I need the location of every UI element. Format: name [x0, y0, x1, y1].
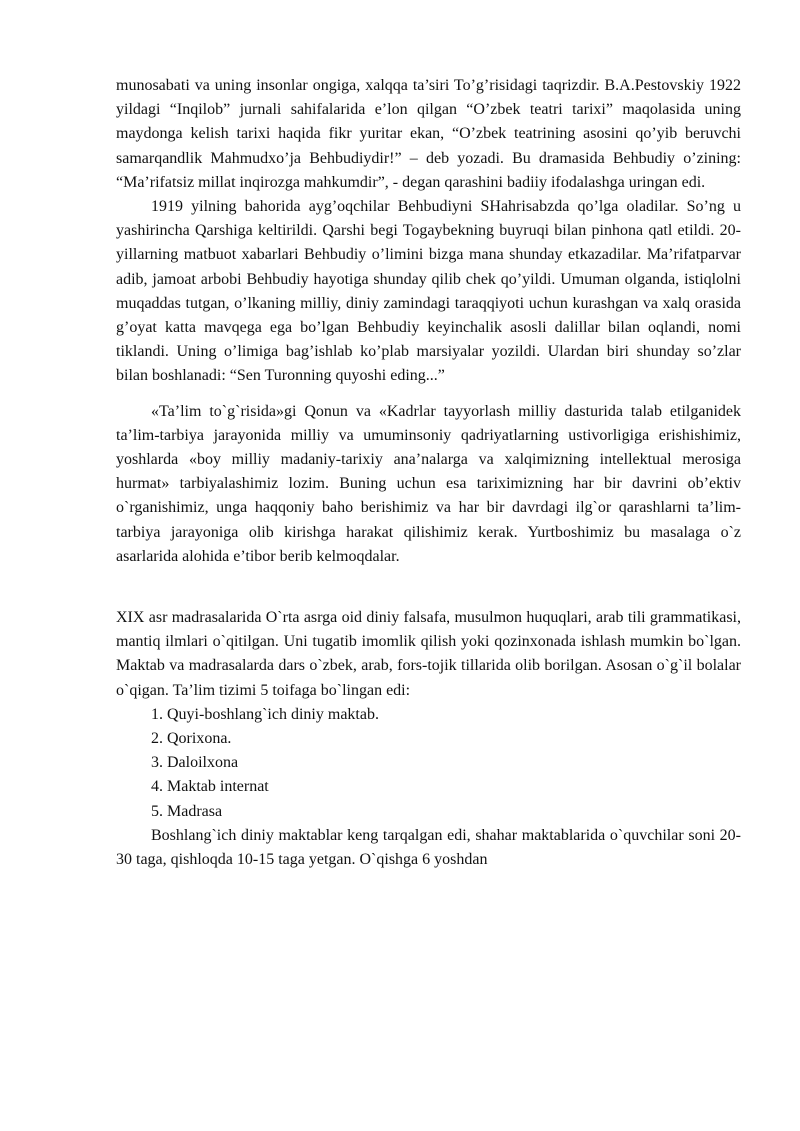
education-levels-list — [116, 703, 741, 824]
list-item: 2. Qorixona. — [151, 730, 232, 748]
paragraph-primary-schools: Boshlang`ich diniy maktablar keng tarqalgan edi, shahar maktablarida o`quvchilar soni 20-30 taga, qishloqda 10-15 taga yetgan. O`qishga 6 yoshdan — [116, 826, 741, 869]
list-item: 5. Madrasa — [151, 802, 223, 820]
list-item: 1. Quyi-boshlang`ich diniy maktab. — [151, 705, 379, 723]
list-item: 3. Daloilxona — [151, 754, 239, 772]
paragraph-education-law: «Ta’lim to`g`risida»gi Qonun va «Kadrlar tayyorlash milliy dasturida talab etilganidek ta’lim-tarbiya jarayonida milliy va umuminsoniy qadriyatlarning ustivorligiga erishishimiz, yoshlarda «boy milliy madaniy-tarixiy ana’nalarga va xalqimizning intellektual merosiga hurmat» tarbiyalashimiz lozim. Buning uchun esa tariximizning har bir davrini ob’ektiv o`rganishimiz, unga haqqoniy baho berishimiz va har bir davrdagi ilg`or qarashlarni ta’lim-tarbiya jarayoniga olib kirishga harakat qilishimiz kerak. Yurtboshimiz bu masalaga o`z asarlarida alohida e’tibor berib kelmoqdalar. — [116, 402, 741, 565]
document-page — [116, 74, 741, 872]
list-item: 4. Maktab internat — [151, 778, 269, 796]
paragraph-behbudiy-death: 1919 yilning bahorida ayg’oqchilar Behbudiyni SHahrisabzda qo’lga oladilar. So’ng u yashirincha Qarshiga keltirildi. Qarshi begi Togaybekning buyruqi bilan pinhona qatl etildi. 20-yillarning matbuot xabarlari Behbudiy o’limini bizga mana shunday etkazadilar. Ma’rifatparvar adib, jamoat arbobi Behbudiy hayotiga shunday qilib chek qo’yildi. Umuman olganda, istiqlolni muqaddas tutgan, o’lkaning milliy, diniy zamindagi taraqqiyoti uchun kurashgan va xalq orasida g’oyat katta mavqega ega bo’lgan Behbudiy keyinchalik asosli dalillar bilan oqlandi, nomi tiklandi. Uning o’limiga bag’ishlab ko’plab marsiyalar yozildi. Ulardan biri shunday so’zlar bilan boshlanadi: “Sen Turonning quyoshi eding...” — [116, 198, 741, 385]
paragraph-madrasa-history: XIX asr madrasalarida O`rta asrga oid diniy falsafa, musulmon huquqlari, arab tili grammatikasi, mantiq ilmlari o`qitilgan. Uni tugatib imomlik qilish yoki qozinxonada ishlash mumkin bo`lgan. Maktab va madrasalarda dars o`zbek, arab, fors-tojik tillarida olib borilgan. Asosan o`g`il bolalar o`qigan. Ta’lim tizimi 5 toifaga bo`lingan edi: — [116, 609, 741, 699]
paragraph-behbudiy-drama: munosabati va uning insonlar ongiga, xalqqa ta’siri To’g’risidagi taqrizdir. B.A.Pestovskiy 1922 yildagi “Inqilob” jurnali sahifalarida e’lon qilgan “O’zbek teatri tarixi” maqolasida uning maydonga kelish tarixi haqida fikr yuritar ekan, “O’zbek teatrining asosini qo’yib beruvchi samarqandlik Mahmudxo’ja Behbudiydir!” – deb yozadi. Bu dramasida Behbudiy o’zining: “Ma’rifatsiz millat inqirozga mahkumdir”, - degan qarashini badiiy ifodalashga uringan edi. — [116, 77, 741, 191]
